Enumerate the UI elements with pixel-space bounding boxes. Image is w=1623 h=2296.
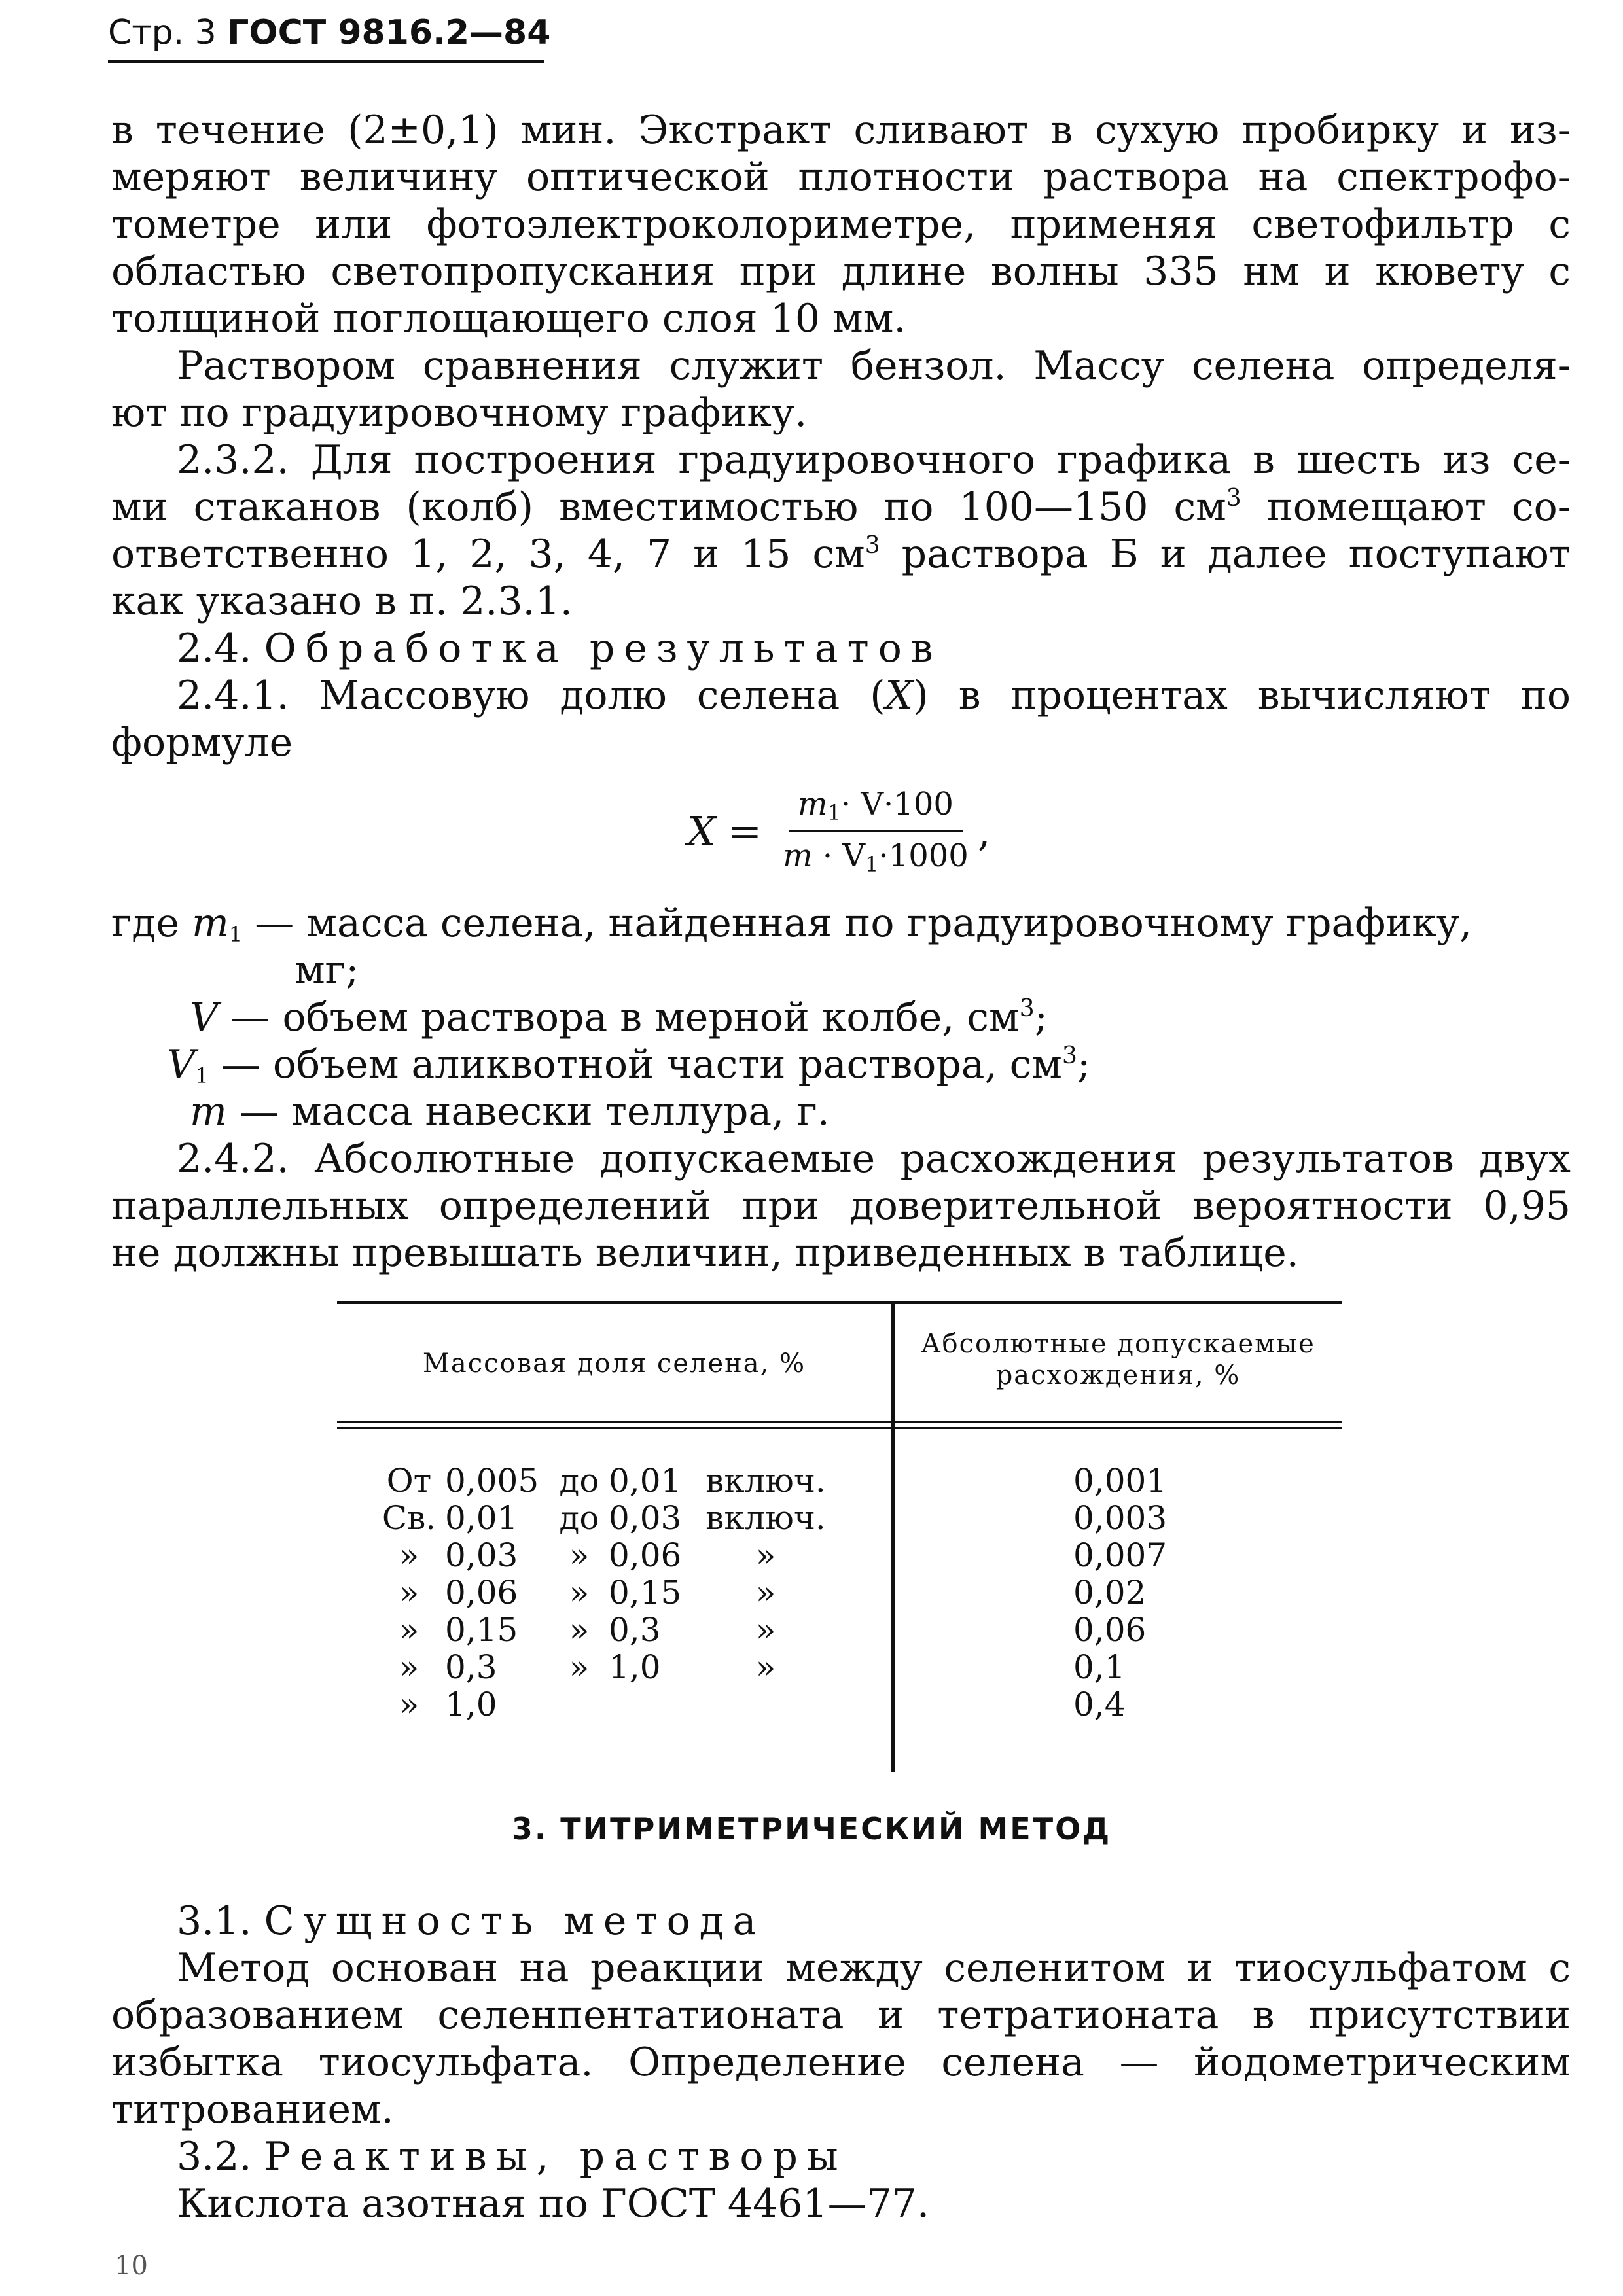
- table-cell: включ.: [705, 1499, 826, 1537]
- table-cell: 0,06: [445, 1574, 518, 1612]
- table-header-rule: [337, 1421, 1342, 1429]
- table-ranges: [373, 1462, 838, 1723]
- table-cell: »: [755, 1574, 776, 1612]
- table-row: [373, 1500, 838, 1537]
- table-cell: 0,01: [445, 1499, 518, 1537]
- para4-line1: 2.4.1. Массовую долю селена (X) в процентах вычисляют по: [177, 673, 1571, 718]
- table-cell: [609, 1686, 694, 1723]
- where-line4: m — масса навески теллура, г.: [190, 1089, 830, 1135]
- table-cell: 0,15: [445, 1611, 518, 1649]
- para1-line3: тометре или фотоэлектроколориметре, применяя светофильтр с: [111, 202, 1571, 247]
- where-line2: V — объем раствора в мерной колбе, $см^3$;: [190, 995, 1048, 1040]
- para2-line1: Раствором сравнения служит бензол. Массу селена определя-: [177, 343, 1571, 389]
- para3-line4: как указано в п. 2.3.1.: [111, 578, 573, 624]
- table-cell: 1,0: [445, 1686, 497, 1723]
- denominator: $m \cdot V_1\cdot 1000$: [783, 837, 969, 877]
- heading-3-2: 3.2. Реактивы, растворы: [177, 2134, 847, 2180]
- standard-number: ГОСТ 9816.2—84: [227, 13, 551, 52]
- table-row: [373, 1574, 838, 1612]
- para6-line2: образованием селенпентатионата и тетратионата в присутствии: [111, 1992, 1571, 2038]
- table-cell: »: [755, 1648, 776, 1686]
- table-cell: 0,03: [609, 1499, 682, 1537]
- table-cell: »: [399, 1574, 419, 1612]
- numerator: $m_1\cdot V\cdot 100$: [789, 786, 963, 832]
- table-cell: 0,15: [609, 1574, 682, 1612]
- table-cell: От: [386, 1462, 432, 1500]
- table-cell: »: [755, 1611, 776, 1649]
- table-row: [373, 1462, 838, 1500]
- table-cell-value: 0,06: [1073, 1611, 1147, 1649]
- where-line1: где $m_1$ — масса селена, найденная по градуировочному графику,: [111, 900, 1472, 947]
- table-cell-value: 0,02: [1073, 1574, 1147, 1612]
- table-cell: 0,3: [609, 1611, 661, 1649]
- fraction: [774, 786, 978, 877]
- page-header: [108, 5, 551, 63]
- table-cell: [550, 1686, 609, 1723]
- table-cell-value: 0,003: [1073, 1499, 1168, 1537]
- where-line3: $V_1$ — объем аликвотной части раствора, $см^3$;: [167, 1042, 1091, 1088]
- table-row: [373, 1537, 838, 1574]
- table-cell: »: [569, 1536, 590, 1574]
- para1-line4: областью светопропускания при длине волны 335 нм и кювету с: [111, 249, 1571, 294]
- para3-line3: ответственно 1, 2, 3, 4, 7 и 15 $см^3$ раствора Б и далее поступают: [111, 531, 1571, 577]
- para4-line2: формуле: [111, 720, 293, 766]
- formula: X = $\frac{m_1\cdot V\cdot 100}{m \cdot V_1\cdot 1000}$ ,: [687, 785, 991, 877]
- para5-line2: параллельных определений при доверительной вероятности 0,95: [111, 1183, 1571, 1229]
- section-3-title: 3. ТИТРИМЕТРИЧЕСКИЙ МЕТОД: [511, 1811, 1112, 1846]
- table-cell: 1,0: [609, 1648, 661, 1686]
- para1-line1: в течение (2±0,1) мин. Экстракт сливают в сухую пробирку и из-: [111, 107, 1571, 153]
- table-cell: включ.: [705, 1462, 826, 1500]
- heading-2-4: 2.4. Обработка результатов: [177, 626, 942, 671]
- table-cell: 0,005: [445, 1462, 539, 1500]
- page-footer-number: 10: [115, 2251, 148, 2281]
- table-row: [373, 1649, 838, 1686]
- para5-line1: 2.4.2. Абсолютные допускаемые расхождения результатов двух: [177, 1136, 1571, 1182]
- para2-line2: ют по градуировочному графику.: [111, 390, 808, 436]
- table-cell: до: [559, 1499, 599, 1537]
- table-top-rule: [337, 1301, 1342, 1304]
- table-row: [373, 1612, 838, 1649]
- table-cell: 0,3: [445, 1648, 497, 1686]
- table-cell: »: [399, 1686, 419, 1723]
- table-cell: »: [399, 1611, 419, 1649]
- page-number: Стр. 3: [108, 13, 217, 52]
- para3-line2: ми стаканов (колб) вместимостью по 100—150 $см^3$ помещают со-: [111, 484, 1571, 530]
- table-header-col1: Массовая доля селена, %: [422, 1349, 806, 1379]
- table-cell-value: 0,001: [1073, 1462, 1168, 1500]
- table-cell: »: [399, 1536, 419, 1574]
- para3-line1: 2.3.2. Для построения градуировочного графика в шесть из се-: [177, 437, 1571, 483]
- table-cell: »: [399, 1648, 419, 1686]
- table-header-col2: Абсолютные допускаемые расхождения, %: [921, 1329, 1315, 1390]
- table-row: [373, 1686, 838, 1723]
- table-values: [1073, 1462, 1167, 1723]
- table-cell: 0,01: [609, 1462, 682, 1500]
- table-cell: »: [569, 1611, 590, 1649]
- para6-line3: избытка тиосульфата. Определение селена — йодометрическим: [111, 2040, 1571, 2085]
- para6-line1: Метод основан на реакции между селенитом и тиосульфатом с: [177, 1945, 1571, 1991]
- table-cell-value: 0,1: [1073, 1648, 1126, 1686]
- table-cell: Св.: [382, 1499, 437, 1537]
- heading-3-1: 3.1. Сущность метода: [177, 1898, 766, 1944]
- table-cell: 0,06: [609, 1536, 682, 1574]
- para1-line5: толщиной поглощающего слоя 10 мм.: [111, 296, 906, 342]
- para6-line4: титрованием.: [111, 2087, 394, 2132]
- table-cell: »: [569, 1574, 590, 1612]
- table-cell: до: [559, 1462, 599, 1500]
- table-cell-value: 0,4: [1073, 1686, 1126, 1723]
- table-cell: [694, 1686, 838, 1723]
- table-cell: »: [755, 1536, 776, 1574]
- where-line1-cont: мг;: [294, 947, 359, 993]
- table-cell-value: 0,007: [1073, 1536, 1168, 1574]
- para5-line3: не должны превышать величин, приведенных в таблице.: [111, 1230, 1299, 1276]
- para7: Кислота азотная по ГОСТ 4461—77.: [177, 2181, 930, 2227]
- para1-line2: меряют величину оптической плотности раствора на спектрофо-: [111, 154, 1571, 200]
- table-cell: 0,03: [445, 1536, 518, 1574]
- table-cell: »: [569, 1648, 590, 1686]
